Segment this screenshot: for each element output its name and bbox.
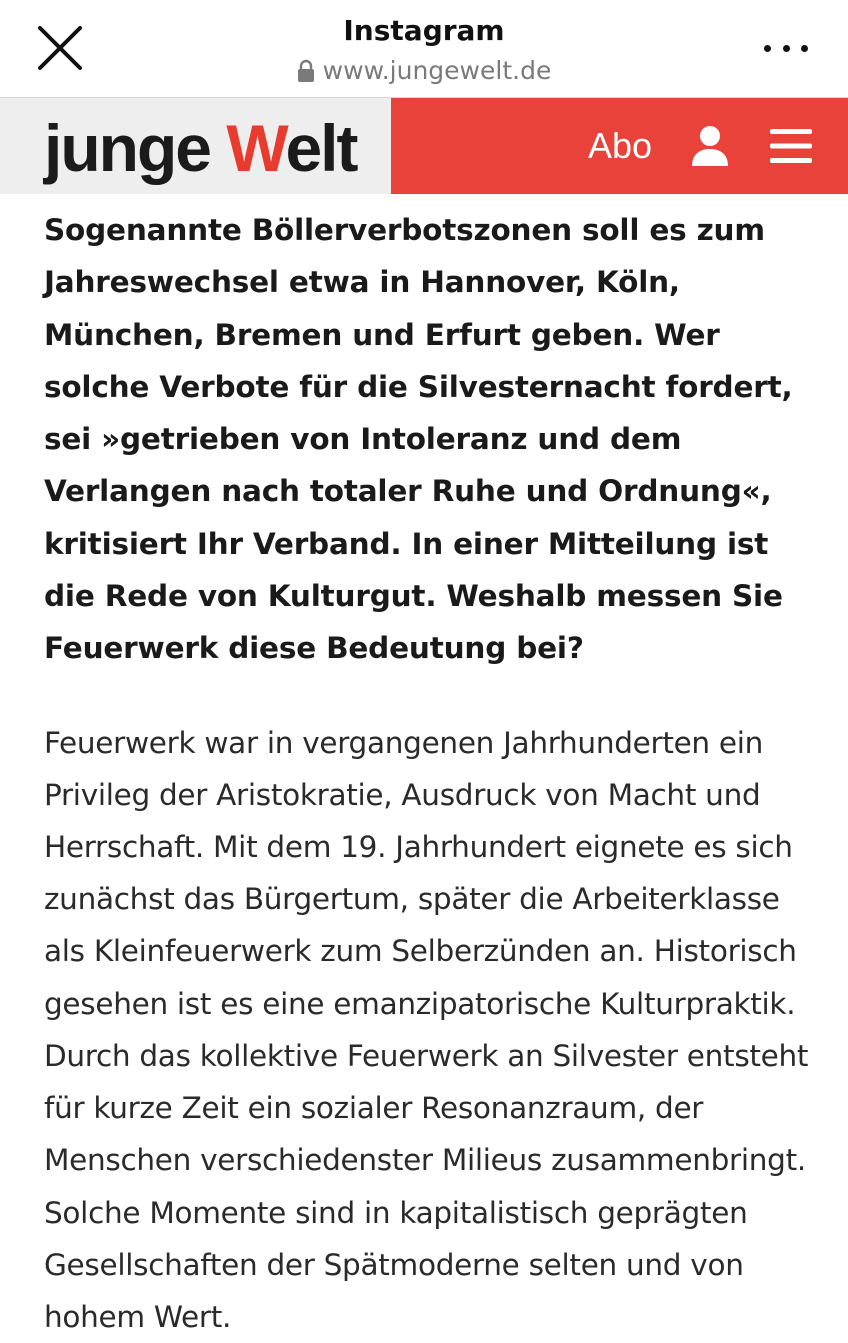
browser-url[interactable] xyxy=(0,56,848,85)
dot-icon xyxy=(764,45,771,52)
menu-button[interactable] xyxy=(770,129,812,163)
logo-area[interactable] xyxy=(0,98,391,194)
dot-icon xyxy=(783,45,790,52)
interview-answer: Feuerwerk war in vergangenen Jahrhunderten ein Privileg der Aristokratie, Ausdruck von Macht und Herrschaft. Mit dem 19. Jahrhundert eignete es sich zunächst das Bürgertum, später die Arbeiterklasse als Kleinfeuerwerk zum Selberzünden an. Historisch gesehen ist es eine emanzipatorische Kulturpraktik. Durch das kollektive Feuerwerk an Silvester entsteht für kurze Zeit ein sozialer Resonanzraum, der Menschen verschiedenster Milieus zusammenbringt. Solche Momente sind in kapitalistisch geprägten Gesellschaften der Spätmoderne selten und von hohem Wert. xyxy=(44,725,809,1334)
site-header xyxy=(0,98,848,194)
browser-title: Instagram xyxy=(343,14,505,47)
logo-text-elt: elt xyxy=(285,111,357,185)
in-app-browser-bar xyxy=(0,0,848,98)
site-logo[interactable] xyxy=(44,111,357,185)
lock-icon xyxy=(297,59,315,83)
more-options-button[interactable] xyxy=(764,30,808,66)
dot-icon xyxy=(801,45,808,52)
hamburger-menu-icon xyxy=(770,129,812,163)
user-icon xyxy=(690,125,730,167)
account-button[interactable] xyxy=(690,125,730,167)
logo-text-w: W xyxy=(226,111,286,185)
logo-text-junge: junge xyxy=(44,111,227,185)
interview-question: Sogenannte Böllerverbotszonen soll es zum Jahreswechsel etwa in Hannover, Köln, München, Bremen und Erfurt geben. Wer solche Verbote für die Silvesternacht fordert, sei »getrieben von Intoleranz und dem Verlangen nach totaler Ruhe und Ordnung«, kritisiert Ihr Verband. In einer Mitteilung ist die Rede von Kulturgut. Weshalb messen Sie Feuerwerk diese Bedeutung bei? xyxy=(44,213,793,666)
header-actions xyxy=(391,98,848,194)
article-body xyxy=(44,204,814,1343)
url-text: www.jungewelt.de xyxy=(322,56,552,85)
abo-link[interactable]: Abo xyxy=(587,125,652,166)
